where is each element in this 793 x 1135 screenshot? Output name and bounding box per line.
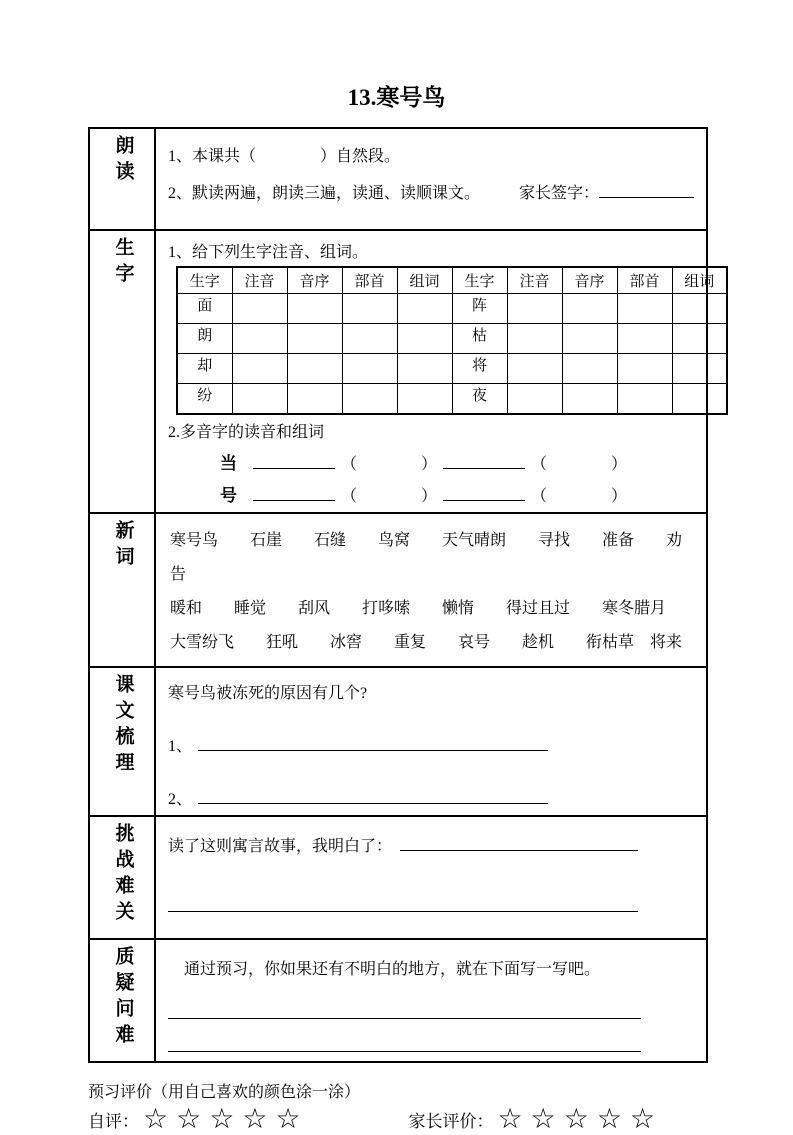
outline-question: 寒号鸟被冻死的原因有几个? <box>168 684 368 702</box>
empty-cell <box>232 293 287 323</box>
section-outline-content <box>155 667 707 816</box>
empty-cell <box>287 323 342 353</box>
polyphonic-char: 当 <box>220 453 237 473</box>
section-label-challenge <box>89 816 155 939</box>
paren-blank: （ ） <box>531 487 628 505</box>
char-table-header: 生字 <box>177 267 232 294</box>
challenge-blank-row <box>168 894 696 912</box>
stars-row <box>88 1103 793 1135</box>
empty-cell <box>672 293 727 323</box>
char-table-header: 部首 <box>342 267 397 294</box>
answer-number: 1、 <box>168 737 193 755</box>
empty-cell <box>232 323 287 353</box>
self-rating-group <box>88 1103 305 1135</box>
char-cell: 枯 <box>452 323 507 353</box>
empty-cell <box>232 383 287 414</box>
polyphonic-line-hao <box>220 481 696 506</box>
evaluation-footer <box>88 1079 793 1134</box>
outline-label-text: 课文梳理 <box>112 673 134 778</box>
reading-label-text: 朗读 <box>112 134 134 187</box>
parent-signature-blank <box>599 180 694 198</box>
challenge-blank-1 <box>400 833 638 851</box>
char-cell: 面 <box>177 293 232 323</box>
empty-cell <box>617 323 672 353</box>
empty-cell <box>342 383 397 414</box>
questions-blank-row-2 <box>168 1035 696 1053</box>
char-table-header: 音序 <box>562 267 617 294</box>
reading-task-2-row <box>168 180 696 203</box>
section-challenge-content <box>155 816 707 939</box>
challenge-label-text: 挑战难关 <box>112 822 134 927</box>
answer-number: 2、 <box>168 790 193 808</box>
character-practice-table <box>176 266 728 415</box>
outline-answer-2 <box>168 786 696 809</box>
char-table-header: 注音 <box>232 267 287 294</box>
section-outline-row <box>89 667 707 816</box>
empty-cell <box>507 323 562 353</box>
empty-cell <box>397 383 452 414</box>
self-rating-label: 自评： <box>88 1112 139 1132</box>
empty-cell <box>397 323 452 353</box>
section-challenge-row <box>89 816 707 939</box>
challenge-prompt: 读了这则寓言故事，我明白了： <box>168 837 393 855</box>
char-table-row <box>177 293 727 323</box>
empty-cell <box>672 323 727 353</box>
newwords-line-3: 大雪纷飞 狂吼 冰窖 重复 哀号 趁机 衔枯草 将来 <box>170 633 683 651</box>
evaluation-title: 预习评价（用自己喜欢的颜色涂一涂） <box>88 1083 361 1101</box>
star-icon: ☆ <box>143 1103 169 1135</box>
challenge-prompt-row <box>168 833 696 856</box>
empty-cell <box>507 293 562 323</box>
parent-rating-group <box>408 1103 660 1135</box>
pinyin-blank <box>443 483 525 501</box>
section-questions-row <box>89 939 707 1062</box>
char-cell: 将 <box>452 353 507 383</box>
empty-cell <box>342 323 397 353</box>
empty-cell <box>672 383 727 414</box>
outline-answer-1 <box>168 733 696 756</box>
star-icon: ☆ <box>497 1103 523 1135</box>
page-title: 13.寒号鸟 <box>347 85 446 110</box>
section-label-questions <box>89 939 155 1062</box>
questions-label-text: 质疑问难 <box>112 945 134 1050</box>
empty-cell <box>232 353 287 383</box>
empty-cell <box>287 293 342 323</box>
questions-blank-row-1 <box>168 1001 696 1019</box>
empty-cell <box>287 383 342 414</box>
star-icon: ☆ <box>596 1103 622 1135</box>
paren-blank: （ ） <box>341 487 438 505</box>
empty-cell <box>397 293 452 323</box>
star-icon: ☆ <box>629 1103 656 1135</box>
char-table-header: 音序 <box>287 267 342 294</box>
empty-cell <box>562 293 617 323</box>
empty-cell <box>397 353 452 383</box>
section-label-outline <box>89 667 155 816</box>
empty-cell <box>342 353 397 383</box>
char-table-row <box>177 323 727 353</box>
empty-cell <box>507 383 562 414</box>
parent-signature-label: 家长签字： <box>518 184 599 202</box>
section-label-reading <box>89 128 155 230</box>
star-icon: ☆ <box>242 1103 268 1135</box>
char-table-header: 组词 <box>672 267 727 294</box>
newwords-line-1: 寒号鸟 石崖 石缝 鸟窝 天气晴朗 寻找 准备 劝告 <box>170 531 683 583</box>
pinyin-blank <box>253 483 335 501</box>
star-icon: ☆ <box>176 1103 202 1135</box>
characters-label-text: 生字 <box>112 236 134 289</box>
section-characters-content <box>155 230 715 513</box>
questions-blank-1 <box>168 1001 641 1019</box>
char-cell: 纷 <box>177 383 232 414</box>
characters-task-1: 1、给下列生字注音、组词。 <box>168 243 369 261</box>
section-questions-content <box>155 939 707 1062</box>
char-cell: 夜 <box>452 383 507 414</box>
star-icon: ☆ <box>563 1103 589 1135</box>
section-newwords-content <box>155 513 707 667</box>
pinyin-blank <box>443 451 525 469</box>
star-icon: ☆ <box>275 1103 301 1135</box>
challenge-blank-2 <box>168 894 638 912</box>
pinyin-blank <box>253 451 335 469</box>
questions-blank-2 <box>168 1035 641 1053</box>
section-label-newwords <box>89 513 155 667</box>
char-table-header: 注音 <box>507 267 562 294</box>
empty-cell <box>287 353 342 383</box>
char-cell: 阵 <box>452 293 507 323</box>
char-cell: 朗 <box>177 323 232 353</box>
reading-task-1: 1、本课共（ ）自然段。 <box>168 147 401 165</box>
char-table-header: 生字 <box>452 267 507 294</box>
empty-cell <box>562 383 617 414</box>
parent-rating-label: 家长评价： <box>408 1112 494 1132</box>
char-table-row <box>177 353 727 383</box>
paren-blank: （ ） <box>341 455 438 473</box>
empty-cell <box>617 293 672 323</box>
empty-cell <box>617 383 672 414</box>
empty-cell <box>562 323 617 353</box>
char-table-header: 组词 <box>397 267 452 294</box>
parent-signature <box>519 180 694 203</box>
characters-task-2: 2.多音字的读音和组词 <box>168 423 325 441</box>
newwords-line-2: 暖和 睡觉 刮风 打哆嗦 懒惰 得过且过 寒冬腊月 <box>170 599 667 617</box>
section-newwords-row <box>89 513 707 667</box>
paren-blank: （ ） <box>531 455 628 473</box>
star-icon: ☆ <box>209 1103 235 1135</box>
reading-task-2: 2、默读两遍，朗读三遍，读通、读顺课文。 <box>168 184 481 202</box>
answer-blank <box>198 733 548 751</box>
char-table-header-row <box>177 267 727 294</box>
newwords-label-text: 新词 <box>112 519 134 572</box>
section-label-characters <box>89 230 155 513</box>
section-reading-content <box>155 128 707 230</box>
polyphonic-char: 号 <box>220 485 237 505</box>
char-table-header: 部首 <box>617 267 672 294</box>
section-characters-row <box>89 230 707 513</box>
empty-cell <box>507 353 562 383</box>
star-icon: ☆ <box>530 1103 556 1135</box>
empty-cell <box>672 353 727 383</box>
section-reading-row <box>89 128 707 230</box>
answer-blank <box>198 786 548 804</box>
empty-cell <box>342 293 397 323</box>
polyphonic-line-dang <box>220 449 696 474</box>
worksheet-table <box>88 127 715 1063</box>
char-cell: 却 <box>177 353 232 383</box>
questions-prompt: 通过预习，你如果还有不明白的地方，就在下面写一写吧。 <box>184 960 601 978</box>
empty-cell <box>562 353 617 383</box>
empty-cell <box>617 353 672 383</box>
char-table-row <box>177 383 727 414</box>
